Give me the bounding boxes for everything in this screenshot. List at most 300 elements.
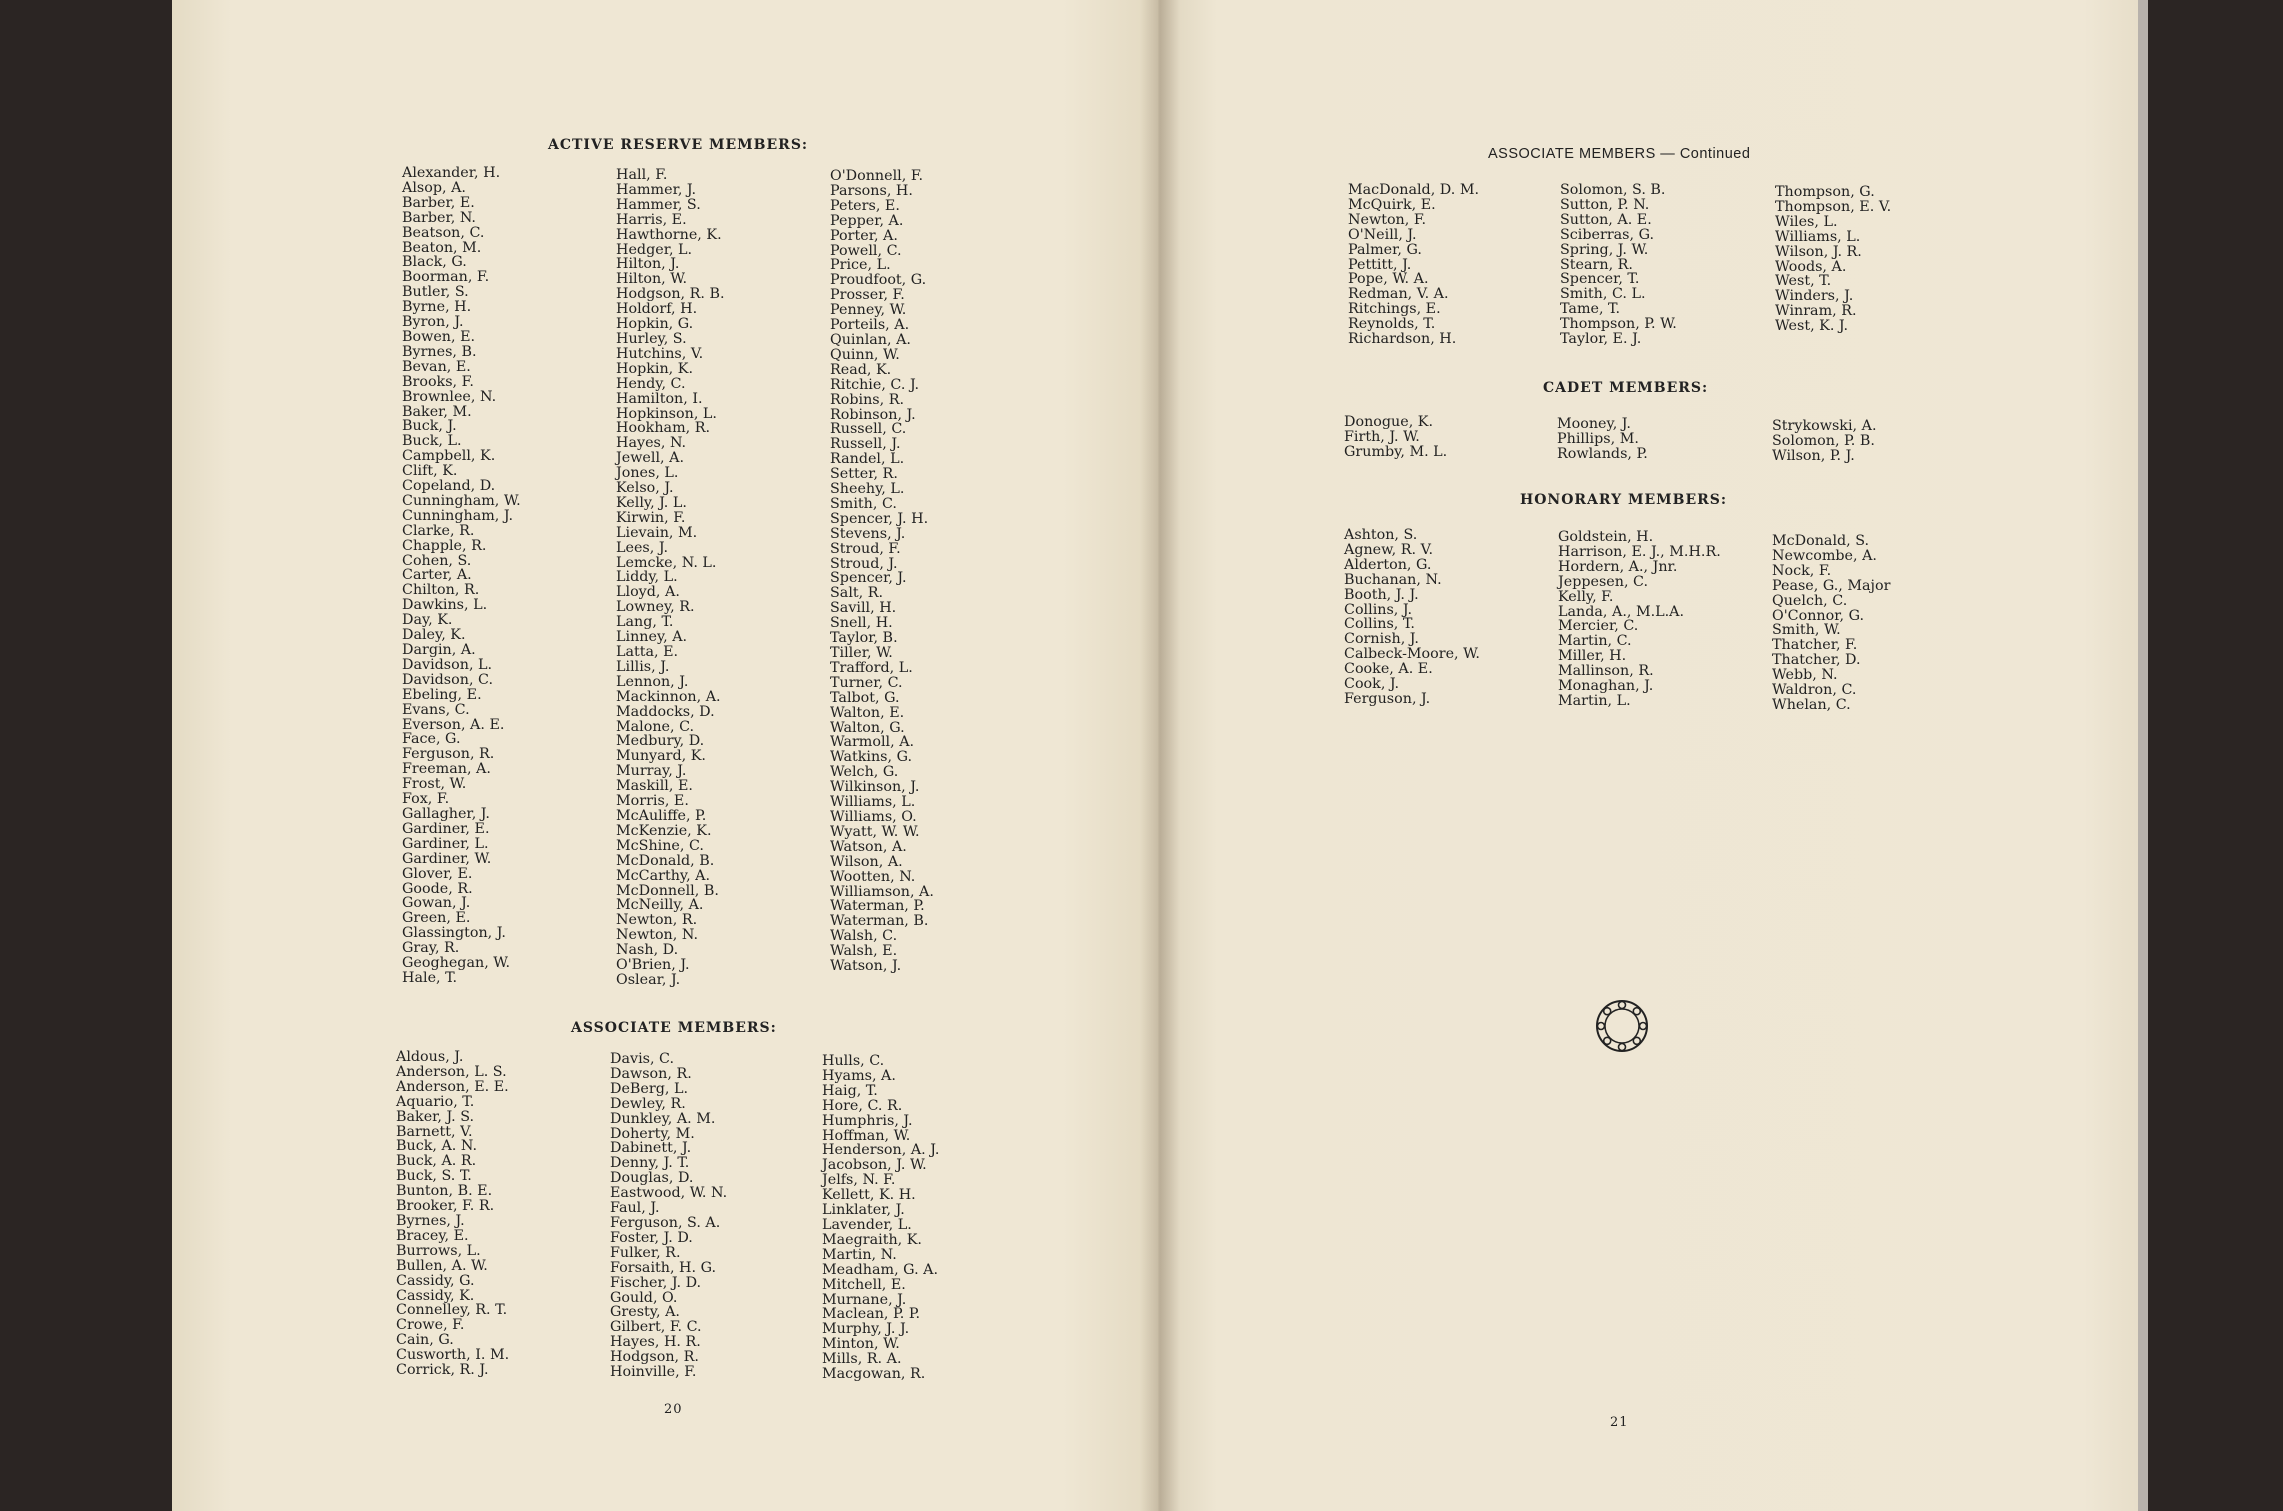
member-name: Aldous, J. [396,1049,464,1065]
member-name: Thompson, P. W. [1560,316,1677,333]
member-name: McDonnell, B. [616,882,719,899]
member-name: Maddocks, D. [616,703,715,720]
member-name: Spring, J. W. [1560,241,1649,258]
member-name: DeBerg, L. [610,1080,689,1097]
member-name: Dabinett, J. [610,1140,692,1157]
member-name: Lemcke, N. L. [616,554,717,571]
active-reserve-column-3 [830,169,934,974]
member-name: Minton, W. [822,1336,900,1353]
member-name: Williams, O. [830,808,917,825]
page-number-right: 21 [1610,1415,1629,1430]
member-name: Hedger, L. [616,241,693,258]
member-name: Murray, J. [616,763,687,780]
member-name: Hilton, J. [616,256,680,273]
member-name: Rowlands, P. [1557,445,1648,462]
member-name: Penney, W. [830,302,907,319]
member-name: Newton, R. [616,912,698,929]
member-name: Lowney, R. [616,599,695,616]
member-name: Nash, D. [616,942,679,959]
member-name: Forsaith, H. G. [610,1259,717,1276]
member-name: McDonald, B. [616,852,715,869]
member-name: Pettitt, J. [1348,256,1412,273]
member-name: Ashton, S. [1344,527,1418,543]
member-name: Watson, J. [830,958,902,975]
member-name: Hordern, A., Jnr. [1558,558,1678,575]
member-name: Donogue, K. [1344,414,1434,430]
member-name: Brooks, F. [402,373,474,390]
member-name: West, K. J. [1775,318,1849,335]
member-name: Alsop, A. [402,179,466,196]
member-name: Hall, F. [616,167,668,183]
member-name: Kelly, J. L. [616,494,687,511]
member-name: Walton, G. [830,719,905,736]
member-name: Wootten, N. [830,868,916,885]
member-name: Walsh, C. [830,928,898,945]
member-name: Solomon, S. B. [1560,182,1666,198]
member-name: Buchanan, N. [1344,571,1442,588]
member-name: Hulls, C. [822,1053,885,1069]
member-name: Williams, L. [1775,228,1861,245]
member-name: Morris, E. [616,793,689,810]
member-name: Sheehy, L. [830,481,905,498]
member-name: Quelch, C. [1772,592,1848,609]
member-name: Cain, G. [396,1332,454,1349]
member-name: Hyams, A. [822,1067,896,1084]
member-name: Murnane, J. [822,1291,907,1308]
member-name: Lang, T. [616,614,674,631]
member-name: Proudfoot, G. [830,272,927,289]
member-name: Byrnes, J. [396,1212,465,1229]
member-name: Stevens, J. [830,525,906,542]
member-name: Anderson, L. S. [396,1063,507,1080]
member-name: Carter, A. [402,567,472,584]
member-name: Baker, M. [402,403,472,420]
member-name: Thatcher, D. [1772,652,1861,669]
member-name: Pepper, A. [830,212,904,229]
member-name: Cooke, A. E. [1344,661,1433,678]
member-name: Freeman, A. [402,761,491,778]
member-name: Ritchie, C. J. [830,376,920,393]
member-name: Hopkinson, L. [616,405,717,422]
member-name: Welch, G. [830,764,899,781]
member-name: Phillips, M. [1557,430,1639,447]
member-name: Strykowski, A. [1772,418,1877,434]
member-name: Davidson, L. [402,656,493,673]
member-name: Walton, E. [830,704,905,721]
member-name: Bowen, E. [402,328,476,345]
member-name: Faul, J. [610,1200,660,1217]
member-name: McAuliffe, P. [616,807,707,824]
member-name: Booth, J. J. [1344,586,1419,603]
member-name: Medbury, D. [616,733,705,750]
active-reserve-column-2 [616,168,725,988]
member-name: Reynolds, T. [1348,316,1436,333]
member-name: McShine, C. [616,837,704,854]
member-name: Sutton, P. N. [1560,196,1650,213]
member-name: Barber, E. [402,194,475,211]
associate-continued-column-2 [1560,183,1677,347]
member-name: Bullen, A. W. [396,1257,488,1274]
member-name: Fox, F. [402,791,450,808]
member-name: Whelan, C. [1772,696,1851,713]
member-name: Prosser, F. [830,287,905,304]
member-name: Butler, S. [402,284,469,301]
member-name: Buck, A. N. [396,1138,478,1155]
page-edge [2138,0,2148,1511]
cadet-heading: CADET MEMBERS: [1543,380,1709,396]
member-name: Taylor, B. [830,630,898,647]
member-name: Lillis, J. [616,658,670,675]
member-name: Webb, N. [1772,667,1838,684]
member-name: Aquario, T. [396,1093,475,1110]
member-name: McCarthy, A. [616,867,711,884]
member-name: Cornish, J. [1344,631,1419,648]
member-name: Campbell, K. [402,448,496,465]
member-name: Taylor, E. J. [1560,331,1642,348]
member-name: Bevan, E. [402,358,471,375]
page-number-left: 20 [664,1402,683,1417]
member-name: Wilkinson, J. [830,779,920,796]
member-name: Ritchings, E. [1348,301,1441,318]
member-name: Ebeling, E. [402,686,482,703]
member-name: Redman, V. A. [1348,286,1449,303]
active-reserve-column-1 [402,166,521,986]
member-name: Lennon, J. [616,673,689,690]
member-name: McDonald, S. [1772,533,1870,549]
member-name: Lloyd, A. [616,584,680,601]
member-name: McNeilly, A. [616,897,704,914]
member-name: Mackinnon, A. [616,688,721,705]
member-name: Gardiner, L. [402,835,489,852]
member-name: Wiles, L. [1775,213,1838,230]
member-name: Denny, J. T. [610,1155,690,1172]
member-name: Corrick, R. J. [396,1362,489,1379]
member-name: Alexander, H. [402,165,501,181]
member-name: Barnett, V. [396,1123,473,1140]
member-name: Maskill, E. [616,778,693,795]
member-name: Thompson, G. [1775,184,1875,200]
member-name: O'Connor, G. [1772,607,1865,624]
member-name: Watkins, G. [830,749,913,766]
member-name: Read, K. [830,361,892,378]
member-name: Hookham, R. [616,420,711,437]
member-name: Smith, W. [1772,622,1841,639]
member-name: Grumby, M. L. [1344,443,1448,460]
member-name: Everson, A. E. [402,716,505,733]
member-name: Pease, G., Major [1772,577,1891,594]
member-name: Parsons, H. [830,182,913,199]
member-name: Ferguson, S. A. [610,1214,721,1231]
member-name: Ferguson, R. [402,746,495,763]
member-name: Liddy, L. [616,569,678,586]
member-name: Tiller, W. [830,645,893,661]
member-name: Walsh, E. [830,943,898,960]
member-name: Dawkins, L. [402,597,488,614]
member-name: Jones, L. [616,465,679,482]
member-name: Pope, W. A. [1348,271,1429,288]
member-name: Daley, K. [402,627,466,644]
member-name: Mooney, J. [1557,416,1631,432]
member-name: Hutchins, V. [616,345,704,362]
member-name: Fulker, R. [610,1244,681,1261]
member-name: Mills, R. A. [822,1351,902,1368]
member-name: Hale, T. [402,969,458,986]
member-name: Martin, N. [822,1246,897,1263]
member-name: Waterman, B. [830,913,929,930]
member-name: Martin, C. [1558,633,1632,650]
member-name: Spencer, J. H. [830,510,929,527]
member-name: Davidson, C. [402,671,494,688]
book-gutter [1140,0,1180,1511]
member-name: Quinlan, A. [830,331,911,348]
member-name: Davis, C. [610,1051,675,1067]
cadet-column-2 [1557,417,1648,462]
member-name: Dawson, R. [610,1065,692,1082]
member-name: Alderton, G. [1344,556,1432,573]
member-name: Hore, C. R. [822,1097,903,1114]
member-name: Murphy, J. J. [822,1321,910,1338]
member-name: Jewell, A. [616,450,684,467]
member-name: Newcombe, A. [1772,547,1877,564]
member-name: Tame, T. [1560,301,1621,318]
member-name: Newton, N. [616,927,698,944]
member-name: Ferguson, J. [1344,690,1431,707]
member-name: Bracey, E. [396,1227,469,1244]
member-name: Burrows, L. [396,1242,481,1259]
member-name: Malone, C. [616,718,695,735]
member-name: Hawthorne, K. [616,226,722,243]
member-name: Williams, L. [830,794,916,811]
member-name: Wyatt, W. W. [830,823,920,840]
member-name: Smith, C. L. [1560,286,1646,303]
member-name: O'Donnell, F. [830,168,924,184]
member-name: Baker, J. S. [396,1108,475,1125]
member-name: Hodgson, R. B. [616,286,725,303]
member-name: Robins, R. [830,391,905,408]
member-name: Clift, K. [402,463,458,480]
member-name: Russell, C. [830,421,907,438]
member-name: Miller, H. [1558,648,1627,665]
member-name: Price, L. [830,257,891,274]
member-name: Stearn, R. [1560,256,1633,273]
active-reserve-heading: ACTIVE RESERVE MEMBERS: [548,137,809,153]
member-name: Barber, N. [402,209,476,226]
member-name: Hamilton, I. [616,390,703,407]
honorary-column-2 [1558,530,1721,709]
member-name: Harrison, E. J., M.H.R. [1558,543,1721,560]
member-name: Latta, E. [616,644,679,660]
member-name: Kelso, J. [616,480,674,497]
member-name: O'Brien, J. [616,957,690,974]
member-name: Gardiner, E. [402,820,490,837]
member-name: Stroud, J. [830,555,898,572]
member-name: Hendy, C. [616,375,686,392]
member-name: Hammer, S. [616,196,701,213]
member-name: Foster, J. D. [610,1229,693,1246]
member-name: Hilton, W. [616,271,688,288]
member-name: Jacobson, J. W. [822,1157,927,1174]
member-name: Woods, A. [1775,258,1847,275]
member-name: Gray, R. [402,940,460,957]
member-name: McKenzie, K. [616,822,712,839]
member-name: Henderson, A. J. [822,1142,940,1159]
associate-column-2 [610,1052,727,1380]
member-name: Linklater, J. [822,1202,905,1219]
member-name: Jeppesen, C. [1558,573,1649,590]
member-name: Maegraith, K. [822,1231,922,1248]
member-name: Bunton, B. E. [396,1183,493,1200]
member-name: Hodgson, R. [610,1349,699,1366]
member-name: Green, E. [402,910,471,927]
member-name: Humphris, J. [822,1112,913,1129]
member-name: Boorman, F. [402,269,490,286]
member-name: Wilson, J. R. [1775,243,1862,260]
cadet-column-3 [1772,419,1877,464]
member-name: Agnew, R. V. [1344,541,1433,558]
member-name: Geoghegan, W. [402,955,511,972]
member-name: Frost, W. [402,776,467,793]
member-name: O'Neill, J. [1348,226,1417,243]
member-name: Stroud, F. [830,540,901,557]
member-name: Landa, A., M.L.A. [1558,603,1685,620]
member-name: Kelly, F. [1558,588,1614,605]
member-name: Goode, R. [402,880,473,897]
member-name: Lievain, M. [616,524,698,541]
member-name: Munyard, K. [616,748,706,765]
member-name: Mercier, C. [1558,618,1639,635]
member-name: West, T. [1775,273,1832,290]
member-name: Byrne, H. [402,299,472,316]
member-name: Savill, H. [830,600,897,617]
member-name: Monaghan, J. [1558,678,1654,695]
member-name: Solomon, P. B. [1772,432,1875,449]
member-name: Douglas, D. [610,1170,694,1187]
member-name: MacDonald, D. M. [1348,182,1480,198]
member-name: Lavender, L. [822,1216,912,1233]
member-name: Buck, A. R. [396,1153,477,1170]
member-name: Richardson, H. [1348,331,1457,348]
member-name: Face, G. [402,731,461,748]
member-name: Warmoll, A. [830,734,915,751]
member-name: Cunningham, W. [402,492,521,509]
member-name: Buck, J. [402,418,457,435]
member-name: Randel, L. [830,451,905,468]
member-name: Talbot, G. [830,689,900,706]
member-name: Macgowan, R. [822,1366,926,1383]
member-name: Calbeck-Moore, W. [1344,646,1480,663]
member-name: Trafford, L. [830,659,913,676]
member-name: Quinn, W. [830,346,900,363]
member-name: Beaton, M. [402,239,482,256]
associate-continued-column-3 [1775,185,1891,334]
member-name: Kellett, K. H. [822,1187,916,1204]
member-name: Sutton, A. E. [1560,211,1652,228]
member-name: Hammer, J. [616,181,697,198]
member-name: Cusworth, I. M. [396,1347,510,1364]
member-name: Hurley, S. [616,330,687,347]
member-name: Harris, E. [616,211,687,228]
member-name: Setter, R. [830,466,898,483]
member-name: Spencer, J. [830,570,907,587]
member-name: Day, K. [402,612,453,629]
member-name: Brooker, F. R. [396,1198,495,1215]
member-name: Salt, R. [830,585,884,602]
member-name: Porter, A. [830,227,898,244]
member-name: Fischer, J. D. [610,1274,702,1291]
member-name: Gresty, A. [610,1304,680,1321]
member-name: Eastwood, W. N. [610,1185,728,1202]
member-name: Thompson, E. V. [1775,198,1892,215]
member-name: Goldstein, H. [1558,529,1654,545]
member-name: Porteils, A. [830,317,910,334]
member-name: Smith, C. [830,495,897,512]
member-name: Cook, J. [1344,676,1400,693]
member-name: Cassidy, G. [396,1272,475,1289]
member-name: Jelfs, N. F. [822,1172,896,1189]
member-name: Dunkley, A. M. [610,1110,716,1127]
member-name: Cunningham, J. [402,507,514,524]
member-name: Hayes, H. R. [610,1334,701,1351]
member-name: Winders, J. [1775,288,1854,305]
member-name: Collins, T. [1344,616,1415,633]
member-name: Haig, T. [822,1082,878,1099]
member-name: Holdorf, H. [616,301,698,318]
member-name: Black, G. [402,254,467,271]
member-name: Gowan, J. [402,895,471,912]
member-name: Palmer, G. [1348,241,1422,258]
honorary-column-3 [1772,534,1890,713]
member-name: Chapple, R. [402,537,487,554]
member-name: Gallagher, J. [402,805,490,822]
member-name: Crowe, F. [396,1317,465,1334]
member-name: Sciberras, G. [1560,226,1655,243]
member-name: Lees, J. [616,539,669,556]
member-name: Thatcher, F. [1772,637,1858,654]
member-name: Buck, S. T. [396,1168,472,1185]
member-name: Anderson, E. E. [396,1078,509,1095]
decorative-rosette-icon [1594,998,1650,1054]
member-name: Williamson, A. [830,883,934,900]
cadet-column-1 [1344,415,1447,460]
member-name: Evans, C. [402,701,470,718]
member-name: Byrnes, B. [402,343,477,360]
member-name: Oslear, J. [616,971,681,988]
member-name: Gilbert, F. C. [610,1319,702,1336]
member-name: Brownlee, N. [402,388,497,405]
member-name: Hopkin, K. [616,360,693,377]
member-name: Glover, E. [402,865,473,882]
member-name: Doherty, M. [610,1125,695,1142]
member-name: Winram, R. [1775,303,1857,320]
member-name: Maclean, P. P. [822,1306,921,1323]
member-name: Chilton, R. [402,582,480,599]
member-name: Wilson, P. J. [1772,447,1855,464]
member-name: Russell, J. [830,436,901,453]
member-name: Gardiner, W. [402,850,492,867]
member-name: Meadham, G. A. [822,1261,939,1278]
member-name: Robinson, J. [830,406,916,423]
honorary-heading: HONORARY MEMBERS: [1520,492,1728,508]
member-name: Byron, J. [402,314,464,331]
member-name: Spencer, T. [1560,271,1640,288]
member-name: Cassidy, K. [396,1287,475,1304]
member-name: Hoinville, F. [610,1364,697,1381]
member-name: McQuirk, E. [1348,196,1436,213]
member-name: Dargin, A. [402,642,476,658]
member-name: Newton, F. [1348,211,1427,228]
member-name: Buck, L. [402,433,462,450]
member-name: Watson, A. [830,838,907,855]
